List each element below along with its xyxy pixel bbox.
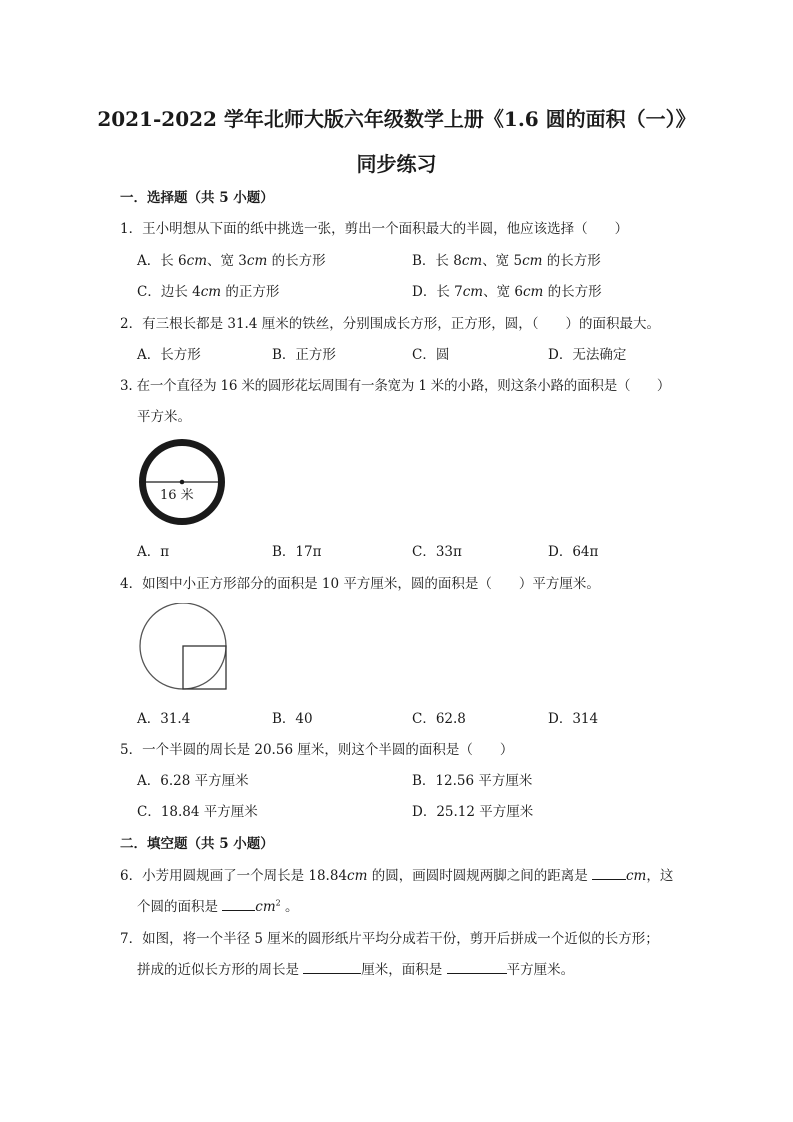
- question-4-stem: 4．如图中小正方形部分的面积是 10 平方厘米，圆的面积是（ ）平方厘米。: [120, 576, 600, 592]
- question-3-option-a[interactable]: A．π: [137, 544, 170, 560]
- question-text: 平方厘米。: [506, 962, 575, 978]
- question-7-line2: [137, 958, 574, 978]
- question-3-stem-line2: 平方米。: [137, 409, 191, 425]
- question-text: 拼成的近似长方形的周长是: [137, 962, 304, 978]
- question-2-option-b[interactable]: B．正方形: [272, 347, 336, 363]
- exponent: 2: [275, 898, 281, 908]
- question-text: 厘米，面积是: [361, 962, 447, 978]
- question-3-option-d[interactable]: D．64π: [548, 544, 599, 560]
- diameter-label: 16 米: [160, 488, 194, 503]
- option-text: 长 8: [435, 253, 462, 269]
- document-title-line1: 2021-2022 学年北师大版六年级数学上册《1.6 圆的面积（一）》: [97, 107, 696, 131]
- option-text: 的长方形: [543, 284, 602, 300]
- question-5-option-a[interactable]: A．6.28 平方厘米: [137, 773, 249, 789]
- ring-diagram-icon: [138, 438, 226, 526]
- question-3-option-b[interactable]: B．17π: [272, 544, 322, 560]
- question-3-option-c[interactable]: C．33π: [412, 544, 462, 560]
- option-label: D．: [412, 284, 437, 300]
- option-text: 的长方形: [267, 253, 326, 269]
- option-label: C．: [137, 284, 161, 300]
- question-7-line1: 7．如图，将一个半径 5 厘米的圆形纸片平均分成若干份，剪开后拼成一个近似的长方形；: [120, 931, 659, 947]
- document-title-line2: 同步练习: [356, 152, 437, 176]
- option-label: B．: [412, 253, 436, 269]
- question-text: ，这: [646, 868, 674, 884]
- unit: cm: [626, 868, 647, 884]
- section-heading-fill-in: 二．填空题（共 5 小题）: [120, 836, 274, 852]
- question-5-stem: 5．一个半圆的周长是 20.56 厘米，则这个半圆的面积是（ ）: [120, 742, 514, 758]
- answer-blank-perimeter[interactable]: [303, 959, 361, 974]
- option-label: A．: [137, 253, 161, 269]
- unit: cm: [347, 868, 368, 884]
- question-text: 6．小芳用圆规画了一个周长是 18.84: [120, 868, 348, 884]
- question-5-option-c[interactable]: C．18.84 平方厘米: [137, 804, 258, 820]
- question-1-option-d[interactable]: [412, 280, 602, 300]
- question-1-option-b[interactable]: [412, 249, 601, 269]
- question-6-line2: [137, 895, 299, 915]
- question-3-stem-line1: 3. 在一个直径为 16 米的圆形花坛周围有一条宽为 1 米的小路，则这条小路的面积是（ ）: [120, 378, 671, 394]
- question-2-option-a[interactable]: A．长方形: [137, 347, 201, 363]
- question-text: 个圆的面积是: [137, 899, 223, 915]
- option-text: 、宽 3: [207, 253, 247, 269]
- option-text: 、宽 6: [483, 284, 523, 300]
- option-text: 长 7: [436, 284, 463, 300]
- question-1-stem: 1．王小明想从下面的纸中挑选一张，剪出一个面积最大的半圆，他应该选择（ ）: [120, 221, 629, 237]
- unit: cm: [200, 284, 222, 300]
- question-1-option-a[interactable]: [137, 249, 326, 269]
- question-2-option-c[interactable]: C．圆: [412, 347, 450, 363]
- question-text: 。: [280, 899, 299, 915]
- unit: cm: [462, 284, 484, 300]
- answer-blank-radius[interactable]: [592, 865, 626, 880]
- unit: cm: [522, 284, 544, 300]
- option-text: 的长方形: [542, 253, 601, 269]
- answer-blank-rect-area[interactable]: [447, 959, 507, 974]
- question-1-option-c[interactable]: [137, 280, 279, 300]
- question-4-option-b[interactable]: B．40: [272, 711, 313, 727]
- unit: cm: [522, 253, 543, 269]
- option-text: 长 6: [160, 253, 187, 269]
- unit: cm: [255, 899, 276, 915]
- question-2-stem: 2．有三根长都是 31.4 厘米的铁丝，分别围成长方形，正方形，圆，（ ）的面积最大。: [120, 316, 660, 332]
- option-text: 的正方形: [221, 284, 280, 300]
- question-6-line1: [120, 864, 673, 884]
- section-heading-choice: 一．选择题（共 5 小题）: [120, 190, 274, 206]
- question-text: 的圆，画圆时圆规两脚之间的距离是: [367, 868, 592, 884]
- flowerbed-ring-figure: [138, 438, 226, 526]
- question-4-option-c[interactable]: C．62.8: [412, 711, 466, 727]
- circle-with-square-diagram-icon: [138, 603, 230, 695]
- question-4-option-a[interactable]: A．31.4: [137, 711, 191, 727]
- unit: cm: [186, 253, 208, 269]
- answer-blank-area[interactable]: [222, 896, 255, 911]
- question-2-option-d[interactable]: D．无法确定: [548, 347, 627, 363]
- question-4-option-d[interactable]: D．314: [548, 711, 599, 727]
- circle-square-figure: [138, 603, 230, 695]
- question-5-option-b[interactable]: B．12.56 平方厘米: [412, 773, 533, 789]
- option-text: 边长 4: [160, 284, 201, 300]
- option-text: 、宽 5: [482, 253, 523, 269]
- question-5-option-d[interactable]: D．25.12 平方厘米: [412, 804, 534, 820]
- unit: cm: [461, 253, 483, 269]
- unit: cm: [246, 253, 268, 269]
